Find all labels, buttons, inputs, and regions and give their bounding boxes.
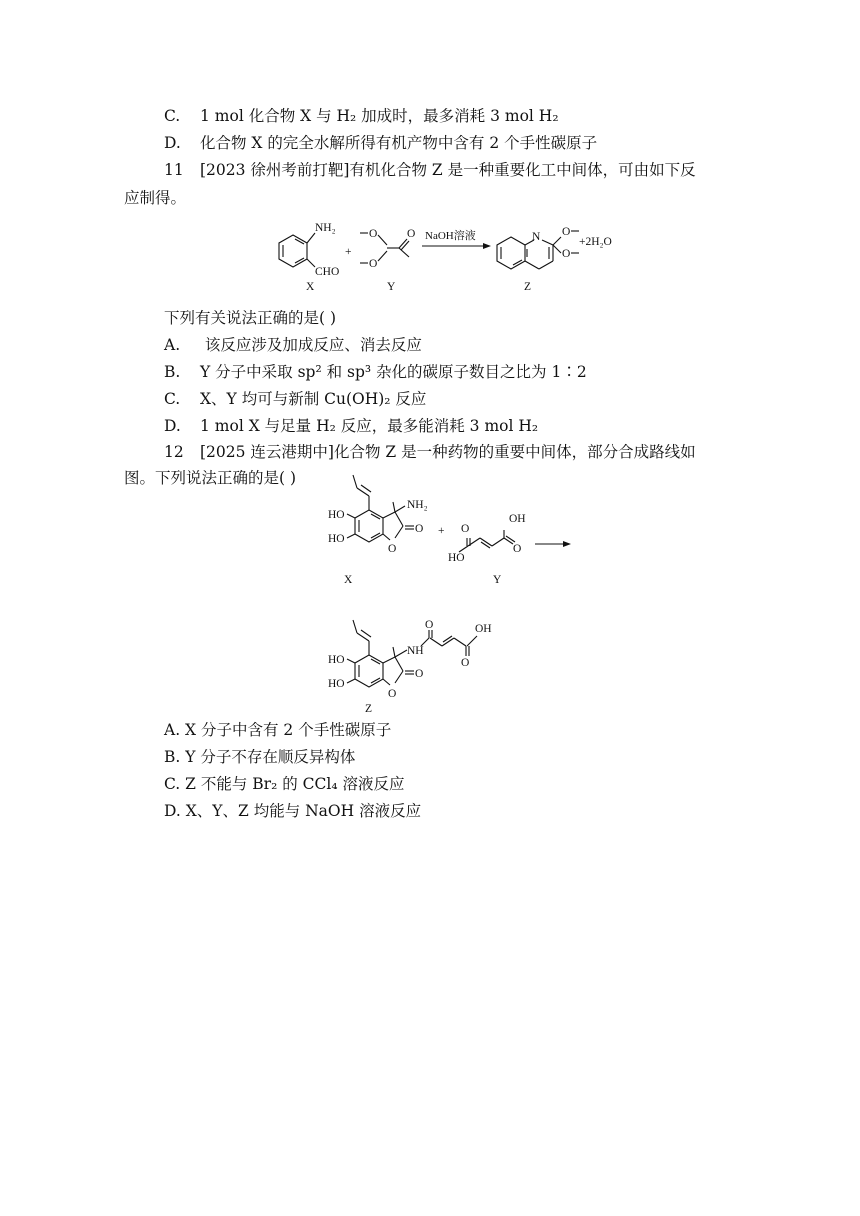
z-oh: OH: [475, 623, 492, 635]
label-x: X: [306, 281, 315, 293]
x-nh2: NH₂: [315, 222, 336, 234]
z-ho2: HO: [328, 678, 345, 690]
y-o1: O: [461, 523, 470, 535]
y-ho: HO: [448, 552, 465, 564]
option-label: D.: [164, 134, 181, 152]
z-o-acid: O: [461, 657, 470, 669]
plus-sign: +: [438, 525, 445, 537]
option-text: 该反应涉及加成反应、消去反应: [200, 336, 422, 354]
option-text: 化合物 X 的完全水解所得有机产物中含有 2 个手性碳原子: [200, 134, 598, 152]
molecule-z: [497, 226, 579, 269]
y-o3: O: [407, 228, 416, 240]
option-label: D.: [164, 417, 181, 435]
q11-option-c: [164, 389, 426, 409]
y-o2: O: [369, 258, 378, 270]
question-stem-line1: [2023 徐州考前打靶]有机化合物 Z 是一种重要化工中间体，可由如下反: [200, 161, 696, 179]
q12-option-d: D. X、Y、Z 均能与 NaOH 溶液反应: [164, 802, 422, 820]
reaction-arrow: [535, 541, 571, 547]
option-label: C.: [164, 107, 181, 125]
q12-option-c: C. Z 不能与 Br₂ 的 CCl₄ 溶液反应: [164, 775, 405, 793]
molecule-z: [328, 619, 492, 700]
label-z: Z: [365, 703, 373, 715]
option-text: X、Y 均可与新制 Cu(OH)₂ 反应: [200, 390, 427, 408]
plus-sign: +: [345, 246, 352, 258]
z-o-ring: O: [388, 688, 397, 700]
z-nh: NH: [407, 645, 424, 657]
molecule-y: [448, 513, 526, 564]
z-o1: O: [562, 226, 571, 238]
x-ho1: HO: [328, 509, 345, 521]
z-o-keto: O: [415, 668, 424, 680]
x-ho2: HO: [328, 533, 345, 545]
z-n: N: [532, 231, 541, 243]
label-y: Y: [493, 574, 502, 586]
q11-option-a: [164, 335, 422, 355]
q12-stem-line2: 图。下列说法正确的是( ): [124, 469, 297, 487]
z-o-amide: O: [425, 619, 434, 631]
x-cho: CHO: [315, 266, 340, 278]
y-o2: O: [513, 543, 522, 555]
option-text: 1 mol 化合物 X 与 H₂ 加成时，最多消耗 3 mol H₂: [200, 107, 559, 125]
q12-option-b: B. Y 分子不存在顺反异构体: [164, 748, 356, 766]
x-o-ring: O: [388, 543, 397, 555]
label-y: Y: [387, 281, 396, 293]
option-label: B.: [164, 363, 181, 381]
q12-reaction-scheme: [325, 470, 575, 715]
x-o-keto: O: [415, 523, 424, 535]
option-text: Y 分子中采取 sp² 和 sp³ 杂化的碳原子数目之比为 1∶2: [200, 363, 587, 381]
q10-option-d: [164, 133, 597, 153]
option-text: 1 mol X 与足量 H₂ 反应，最多能消耗 3 mol H₂: [200, 417, 539, 435]
label-z: Z: [524, 281, 532, 293]
question-number: 11: [164, 161, 184, 179]
question-number: 12: [164, 443, 184, 461]
z-ho1: HO: [328, 654, 345, 666]
molecule-y: [360, 228, 415, 270]
question-stem-line1: [2025 连云港期中]化合物 Z 是一种药物的重要中间体，部分合成路线如: [200, 443, 696, 461]
q11-option-b: [164, 362, 587, 382]
y-o1: O: [369, 228, 378, 240]
q11-stem-line2: 应制得。: [124, 189, 187, 207]
q12-stem: [164, 442, 696, 462]
option-label: A.: [164, 336, 181, 354]
q11-question: 下列有关说法正确的是( ): [164, 309, 337, 327]
reaction-arrow: [422, 228, 491, 249]
q11-option-d: [164, 416, 538, 436]
q10-option-c: [164, 106, 559, 126]
q11-stem: [164, 160, 696, 180]
q11-reaction-scheme: [265, 215, 625, 300]
q12-option-a: A. X 分子中含有 2 个手性碳原子: [164, 721, 392, 739]
y-oh: OH: [509, 513, 526, 525]
molecule-x: [279, 222, 339, 278]
option-label: C.: [164, 390, 181, 408]
label-x: X: [344, 574, 353, 586]
molecule-x: [328, 475, 428, 555]
byproduct: +2H₂O: [579, 236, 612, 248]
x-nh2: NH₂: [407, 499, 428, 511]
z-o2: O: [562, 248, 571, 260]
reagent-label: NaOH溶液: [425, 230, 476, 242]
